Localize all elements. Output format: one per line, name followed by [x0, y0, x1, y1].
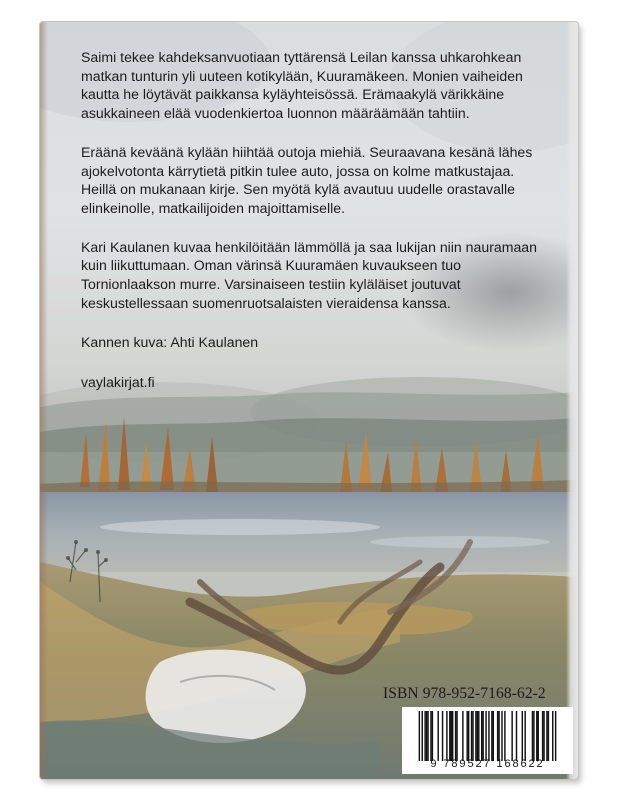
barcode-bar: [497, 711, 498, 761]
barcode-bar: [466, 711, 467, 761]
barcode-bar: [449, 711, 450, 761]
barcode-bar: [501, 711, 502, 761]
barcode-bar: [446, 711, 447, 761]
barcode-bar: [472, 711, 473, 761]
barcode-bar: [546, 711, 547, 761]
blurb-paragraph-1: Saimi tekee kahdeksanvuotiaan tyttärensä Leilan kanssa uhkarohkean matkan tunturin yli uuteen kotikylään, Kuuramäkeen. Monien vaiheiden kautta he löytävät paikkansa kyläyhteisössä. Erämaakylä värikkäine asukkaineen elää vuodenkiertoa luonnon määräämään tahtiin.: [81, 49, 523, 122]
barcode-bar: [498, 711, 499, 761]
barcode-bar: [493, 711, 494, 761]
barcode-bar: [424, 711, 425, 761]
barcode-digits: 9 789527 168622: [430, 758, 545, 770]
barcode-bar: [504, 711, 505, 761]
barcode-bar: [437, 711, 438, 761]
cover-image-credit: Kannen kuva: Ahti Kaulanen: [81, 334, 259, 351]
barcode-bar: [533, 711, 534, 761]
barcode-bar: [481, 711, 482, 761]
barcode-bar: [427, 711, 428, 761]
isbn-barcode: [402, 707, 573, 774]
barcode-bar: [555, 711, 556, 761]
book-back-cover: [40, 22, 578, 779]
publisher-website: vaylakirjat.fi: [81, 374, 155, 391]
barcode-bar: [477, 711, 478, 761]
barcode-bar: [426, 711, 427, 761]
cover-left-edge: [40, 22, 48, 779]
barcode-bar: [543, 711, 544, 761]
barcode-bar: [516, 711, 517, 761]
barcode-bar: [478, 711, 479, 761]
barcode-bar: [552, 711, 553, 761]
barcode-bar: [485, 711, 486, 761]
barcode-bar: [475, 711, 476, 761]
barcode-bar: [548, 711, 549, 761]
blurb-text-block: [81, 48, 541, 392]
barcode-bar: [471, 711, 472, 761]
blurb-paragraph-3: Kari Kaulanen kuvaa henkilöitään lämmöllä ja saa lukijan niin nauramaan kuin liikuttumaan. Oman värinsä Kuuramäen kuvaukseen tuo Tornionlaakson murre. Varsinaiseen testiin kyläläiset joutuvat keskustellessaan suomenruotsalaisten vieraidensa kanssa.: [81, 238, 537, 311]
cover-spine-edge: [566, 22, 578, 779]
barcode-bar: [422, 711, 423, 761]
barcode-bar: [511, 711, 512, 761]
barcode-bar: [452, 711, 453, 761]
barcode-bar: [456, 711, 457, 761]
barcode-bar: [482, 711, 483, 761]
barcode-bar: [442, 711, 443, 761]
barcode-bar: [462, 711, 463, 761]
barcode-bar: [451, 711, 452, 761]
barcode-bar: [419, 711, 420, 761]
barcode-bar: [538, 711, 539, 761]
barcode-bar: [488, 711, 489, 761]
isbn-label: ISBN 978-952-7168-62-2: [383, 685, 546, 702]
blurb-paragraph-2: Eräänä keväänä kylään hiihtää outoja miehiä. Seuraavana kesänä lähes ajokelvotonta kärrytietä pitkin tulee auto, jossa on kolme matkustajaa. Heillä on mukanaan kirje. Sen myötä kylä avautuu uudelle orastavalle elinkeinolle, matkailijoiden majoittamiselle.: [81, 143, 533, 216]
barcode-bar: [432, 711, 433, 761]
barcode-bar: [524, 711, 525, 761]
barcode-bar: [532, 711, 533, 761]
barcode-bar: [455, 711, 456, 761]
barcode-bar: [430, 711, 431, 761]
barcode-bars: [402, 711, 573, 761]
barcode-bar: [542, 711, 543, 761]
barcode-bar: [491, 711, 492, 761]
barcode-bar: [536, 711, 537, 761]
barcode-bar: [522, 711, 523, 761]
barcode-bar: [468, 711, 469, 761]
